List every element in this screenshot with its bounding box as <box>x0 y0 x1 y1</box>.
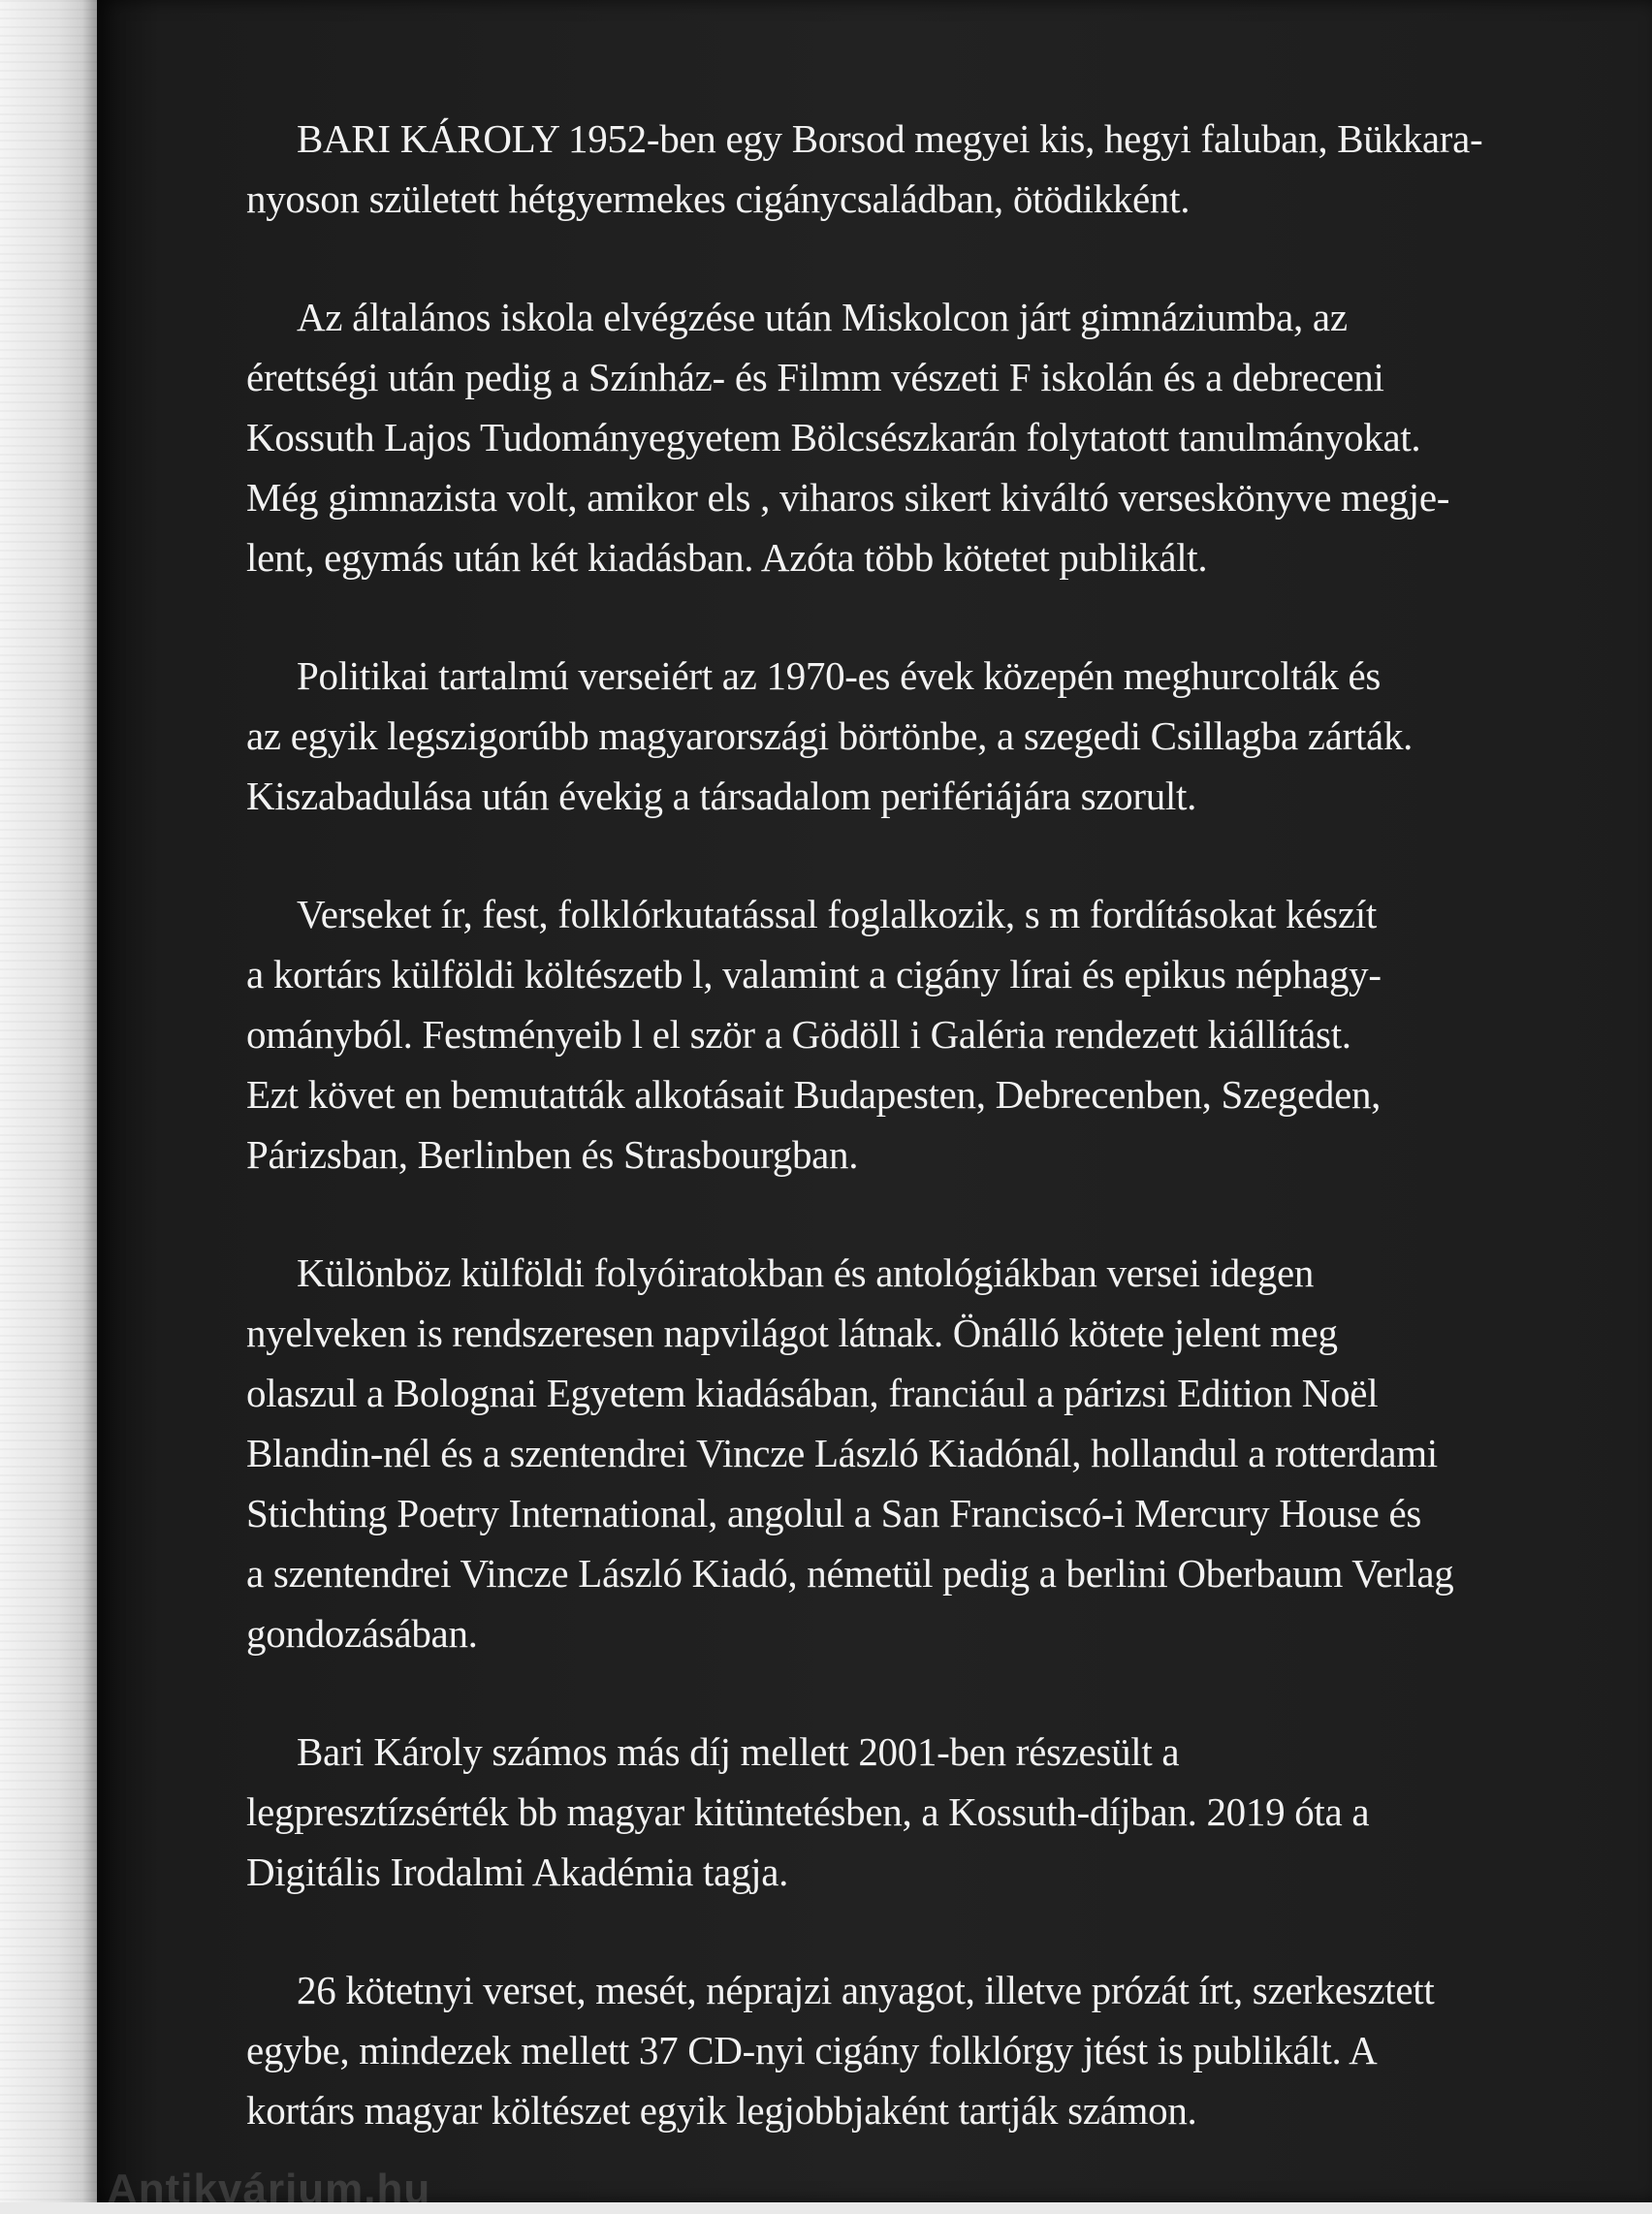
bio-line: Ezt követ en bemutatták alkotásait Budapesten, Debrecenben, Szegeden, <box>246 1072 1382 1117</box>
bio-line: BARI KÁROLY 1952-ben egy Borsod megyei kis, hegyi faluban, Bükkara- <box>297 116 1483 161</box>
bio-line: Politikai tartalmú verseiért az 1970-es évek közepén meghurcolták és <box>297 653 1382 698</box>
bio-line: kortárs magyar költészet egyik legjobbjaként tartják számon. <box>246 2088 1197 2133</box>
bio-line: Verseket ír, fest, folklórkutatással foglalkozik, s m fordításokat készít <box>297 892 1377 936</box>
page-edge <box>0 0 97 2202</box>
bio-line: 26 kötetnyi verset, mesét, néprajzi anyagot, illetve prózát írt, szerkesztett <box>297 1968 1435 2012</box>
bio-paragraph-works <box>246 884 1507 1185</box>
site-watermark: Antikvárium.hu <box>107 2166 431 2213</box>
bio-line: nyelveken is rendszeresen napvilágot látnak. Önálló kötete jelent meg <box>246 1311 1338 1355</box>
bio-paragraph-translations <box>246 1243 1507 1663</box>
bio-line: a szentendrei Vincze László Kiadó, németül pedig a berlini Oberbaum Verlag <box>246 1551 1454 1596</box>
bio-line: a kortárs külföldi költészetb l, valamint a cigány lírai és epikus néphagy- <box>246 952 1382 996</box>
bio-line: Blandin-nél és a szentendrei Vincze László Kiadónál, hollandul a rotterdami <box>246 1431 1438 1475</box>
bio-line: Stichting Poetry International, angolul a San Franciscó-i Mercury House és <box>246 1491 1422 1535</box>
bio-line: érettségi után pedig a Színház- és Filmm vészeti F iskolán és a debreceni <box>246 355 1384 399</box>
bio-line: ományból. Festményeib l el ször a Gödöll i Galéria rendezett kiállítást. <box>246 1012 1351 1057</box>
bio-paragraph-education <box>246 287 1507 587</box>
bio-paragraph-imprisonment <box>246 646 1507 826</box>
bio-paragraph-birth <box>246 109 1507 229</box>
bio-paragraph-awards <box>246 1722 1507 1902</box>
bio-paragraph-publications <box>246 1960 1507 2140</box>
bio-line: az egyik legszigorúbb magyarországi börtönbe, a szegedi Csillagba zárták. <box>246 713 1414 758</box>
author-biography <box>246 109 1507 2198</box>
bio-line: olaszul a Bolognai Egyetem kiadásában, franciául a párizsi Edition Noël <box>246 1371 1379 1415</box>
bio-line: egybe, mindezek mellett 37 CD-nyi cigány folklórgy jtést is publikált. A <box>246 2028 1378 2072</box>
bio-line: Különböz külföldi folyóiratokban és antológiákban versei idegen <box>297 1250 1315 1295</box>
bio-line: Még gimnazista volt, amikor els , viharos sikert kiváltó verseskönyve megje- <box>246 475 1450 520</box>
bio-line: lent, egymás után két kiadásban. Azóta több kötetet publikált. <box>246 535 1208 580</box>
bio-line: Párizsban, Berlinben és Strasbourgban. <box>246 1132 859 1177</box>
bio-line: Kiszabadulása után évekig a társadalom perifériájára szorult. <box>246 774 1197 818</box>
bio-line: gondozásában. <box>246 1611 478 1656</box>
bio-line: legpresztízsérték bb magyar kitüntetésben, a Kossuth-díjban. 2019 óta a <box>246 1789 1370 1834</box>
bio-line: Kossuth Lajos Tudományegyetem Bölcsészkarán folytatott tanulmányokat. <box>246 415 1421 459</box>
bio-line: Bari Károly számos más díj mellett 2001-ben részesült a <box>297 1729 1180 1774</box>
bio-line: Az általános iskola elvégzése után Miskolcon járt gimnáziumba, az <box>297 295 1348 339</box>
bio-line: nyoson született hétgyermekes cigánycsaládban, ötödikként. <box>246 176 1191 221</box>
bio-line: Digitális Irodalmi Akadémia tagja. <box>246 1850 789 1894</box>
